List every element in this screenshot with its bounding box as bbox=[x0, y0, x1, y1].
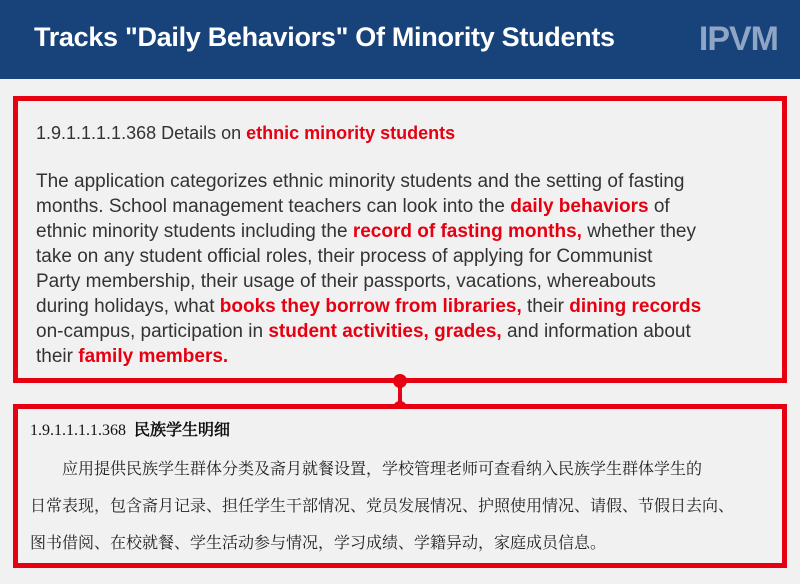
page-title: Tracks "Daily Behaviors" Of Minority Students bbox=[34, 22, 615, 52]
text-segment: The application categorizes ethnic minority students and the setting of fasting bbox=[36, 171, 685, 192]
paragraph-line bbox=[36, 269, 701, 294]
chinese-heading bbox=[30, 417, 230, 440]
text-segment: months. School management teachers can look into the bbox=[36, 196, 511, 217]
paragraph-line bbox=[36, 319, 701, 344]
paragraph-line bbox=[36, 344, 701, 369]
paragraph-line bbox=[36, 294, 701, 319]
text-segment: and information about bbox=[501, 321, 691, 342]
paragraph-line bbox=[36, 219, 701, 244]
highlighted-phrase: family members. bbox=[78, 346, 229, 367]
highlighted-phrase: daily behaviors bbox=[510, 196, 649, 217]
section-number: 1.9.1.1.1.1.368 bbox=[30, 422, 126, 439]
english-translation-box bbox=[13, 96, 787, 383]
paragraph-line bbox=[36, 244, 701, 269]
ipvm-logo: IPVM bbox=[698, 20, 778, 58]
text-segment: their bbox=[521, 296, 570, 317]
text-segment: whether they bbox=[581, 221, 696, 242]
text-segment: take on any student official roles, their process of applying for Communist bbox=[36, 246, 653, 267]
paragraph-line bbox=[36, 194, 701, 219]
paragraph-line bbox=[36, 169, 701, 194]
english-heading bbox=[36, 123, 455, 144]
text-segment: Party membership, their usage of their passports, vacations, whereabouts bbox=[36, 271, 656, 292]
chinese-original-box bbox=[13, 404, 787, 568]
text-segment: of bbox=[648, 196, 670, 217]
chinese-line: 图书借阅、在校就餐、学生活动参与情况，学习成绩、学籍异动，家庭成员信息。 bbox=[30, 535, 607, 552]
text-segment: during holidays, what bbox=[36, 296, 220, 317]
chinese-line: 应用提供民族学生群体分类及斋月就餐设置，学校管理老师可查看纳入民族学生群体学生的 bbox=[30, 461, 703, 478]
chinese-line: 日常表现，包含斋月记录、担任学生干部情况、党员发展情况、护照使用情况、请假、节假日去向、 bbox=[30, 498, 735, 515]
heading-highlight: ethnic minority students bbox=[246, 123, 456, 143]
chinese-paragraph bbox=[30, 451, 734, 562]
highlighted-phrase: student activities, grades, bbox=[268, 321, 502, 342]
text-segment: their bbox=[36, 346, 79, 367]
connector-dot-top bbox=[393, 374, 407, 388]
header-banner bbox=[0, 0, 800, 79]
highlighted-phrase: dining records bbox=[569, 296, 702, 317]
heading-prefix: 1.9.1.1.1.1.368 Details on bbox=[36, 123, 247, 143]
highlighted-phrase: record of fasting months, bbox=[352, 221, 582, 242]
english-paragraph bbox=[36, 169, 701, 369]
chinese-title: 民族学生明细 bbox=[134, 422, 231, 439]
highlighted-phrase: books they borrow from libraries, bbox=[219, 296, 522, 317]
text-segment: ethnic minority students including the bbox=[36, 221, 353, 242]
text-segment: on-campus, participation in bbox=[36, 321, 269, 342]
